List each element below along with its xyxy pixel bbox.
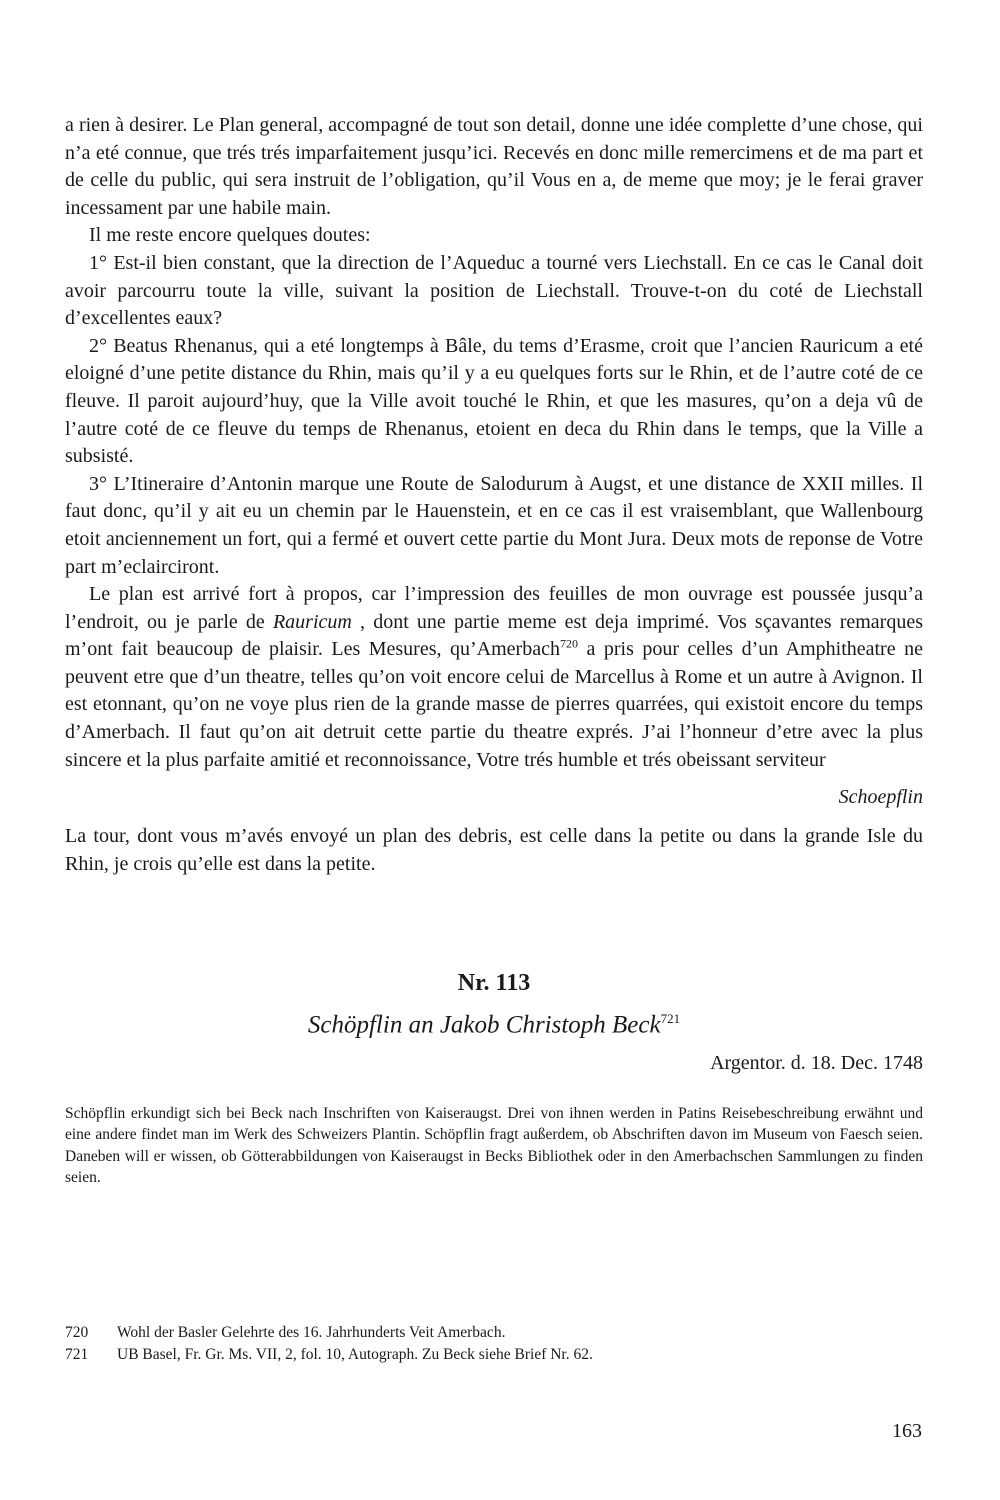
footnote-721 xyxy=(65,1344,923,1366)
paragraph-6 xyxy=(65,581,923,774)
paragraph-2: Il me reste encore quelques doutes: xyxy=(89,224,371,247)
letter-summary: Schöpflin erkundigt sich bei Beck nach Inschriften von Kaiseraugst. Drei von ihnen werden in Patins Reisebeschreibung erwähnt und eine andere findet man im Werk des Schweizers Plantin. Schöpflin fragt außerdem, ob Abschriften davon im Museum von Faesch seien. Daneben will er wissen, ob Götterabbildungen von Kaiseraugst in Becks Bibliothek oder in den Amerbachschen Sammlungen zu finden seien. xyxy=(65,1104,923,1187)
paragraph-4: 2° Beatus Rhenanus, qui a eté longtemps à Bâle, du tems d’Erasme, croit que l’ancien Rauricum a eté eloigné d’une petite distance du Rhin, mais qu’il y a eu quelques forts sur le Rhin, et de l’autre coté de ce fleuve. Il paroit aujourd’huy, que la Ville avoit touché le Rhin, et que les masures, qu’on a deja vû de l’autre coté de ce fleuve du temps de Rhenanus, etoient en deca du Rhin dans le temps, que la Ville a subsisté. xyxy=(65,334,923,468)
paragraph-3: 1° Est-il bien constant, que la direction de l’Aqueduc a tourné vers Liechstall. En ce cas le Canal doit avoir parcourru toute la ville, suivant la position de Liechstall. Trouve-t-on du coté de Liechstall d’excellentes eaux? xyxy=(65,251,923,330)
footnote-number: 720 xyxy=(65,1324,89,1341)
footnote-720 xyxy=(65,1322,923,1344)
footnote-text: Wohl der Basler Gelehrte des 16. Jahrhunderts Veit Amerbach. xyxy=(117,1324,506,1341)
footnotes xyxy=(65,1322,923,1366)
dateline: Argentor. d. 18. Dec. 1748 xyxy=(710,1051,923,1074)
postscript: La tour, dont vous m’avés envoyé un plan des debris, est celle dans la petite ou dans la grande Isle du Rhin, je crois qu’elle est dans la petite. xyxy=(65,825,923,875)
rauricum-italic: Rauricum xyxy=(272,610,352,633)
page-number: 163 xyxy=(892,1420,922,1442)
paragraph-1: a rien à desirer. Le Plan general, accompagné de tout son detail, donne une idée complette d’une chose, qui n’a eté connue, que trés trés imparfaitement jusqu’ici. Recevés en donc mille remercimens et de ma part et de celle du public, qui sera instruit de l’obligation, qu’il Vous en a, de meme que moy; je le ferai graver incessament par une habile main. xyxy=(65,114,923,219)
paragraph-6-part-b: , dont une partie meme est deja imprimé. Vos sçavantes remarques m’ont fait beaucoup de plaisir. Les Mesures, qu’Amerbach xyxy=(65,610,923,661)
letter-body xyxy=(65,112,923,774)
paragraph-6-part-c: a pris pour celles d’un Amphitheatre ne peuvent etre que d’un theatre, telles qu’on voit encore celui de Marcellus à Rome et un autre à Avignon. Il est etonnant, qu’on ne voye plus rien de la grande masse de pierres quarrées, qui existoit encore du temps d’Amerbach. Il faut qu’on ait detruit cette partie du theatre exprés. J’ai l’honneur d’etre avec la plus sincere et la plus parfaite amitié et reconnoissance, Votre trés humble et trés obeissant serviteur xyxy=(65,638,923,771)
letter-title xyxy=(65,1011,923,1039)
letter-heading xyxy=(65,970,923,997)
paragraph-5: 3° L’Itineraire d’Antonin marque une Route de Salodurum à Augst, et une distance de XXII milles. Il faut donc, qu’il y ait eu un chemin par le Hauenstein, et en ce cas il est vraisemblant, que Wallenbourg etoit anciennement un fort, qui a fermé et ouvert cette partie du Mont Jura. Deux mots de reponse de Votre part m’eclairciront. xyxy=(65,472,923,578)
page-content xyxy=(65,112,923,1189)
letter-number: Nr. 113 xyxy=(457,970,531,997)
paragraph-6-part-a: Le plan est arrivé fort à propos, car l’impression des feuilles de mon ouvrage est poussée jusqu’a l’endroit, ou je parle de xyxy=(65,583,923,633)
footnote-text: UB Basel, Fr. Gr. Ms. VII, 2, fol. 10, Autograph. Zu Beck siehe Brief Nr. 62. xyxy=(117,1346,593,1363)
footnote-ref-721[interactable]: 721 xyxy=(660,1011,681,1027)
letter-title-text: Schöpflin an Jakob Christoph Beck xyxy=(307,1011,661,1039)
footnote-ref-720[interactable]: 720 xyxy=(559,636,578,651)
footnote-number: 721 xyxy=(65,1346,89,1363)
signature: Schoepflin xyxy=(838,786,923,809)
